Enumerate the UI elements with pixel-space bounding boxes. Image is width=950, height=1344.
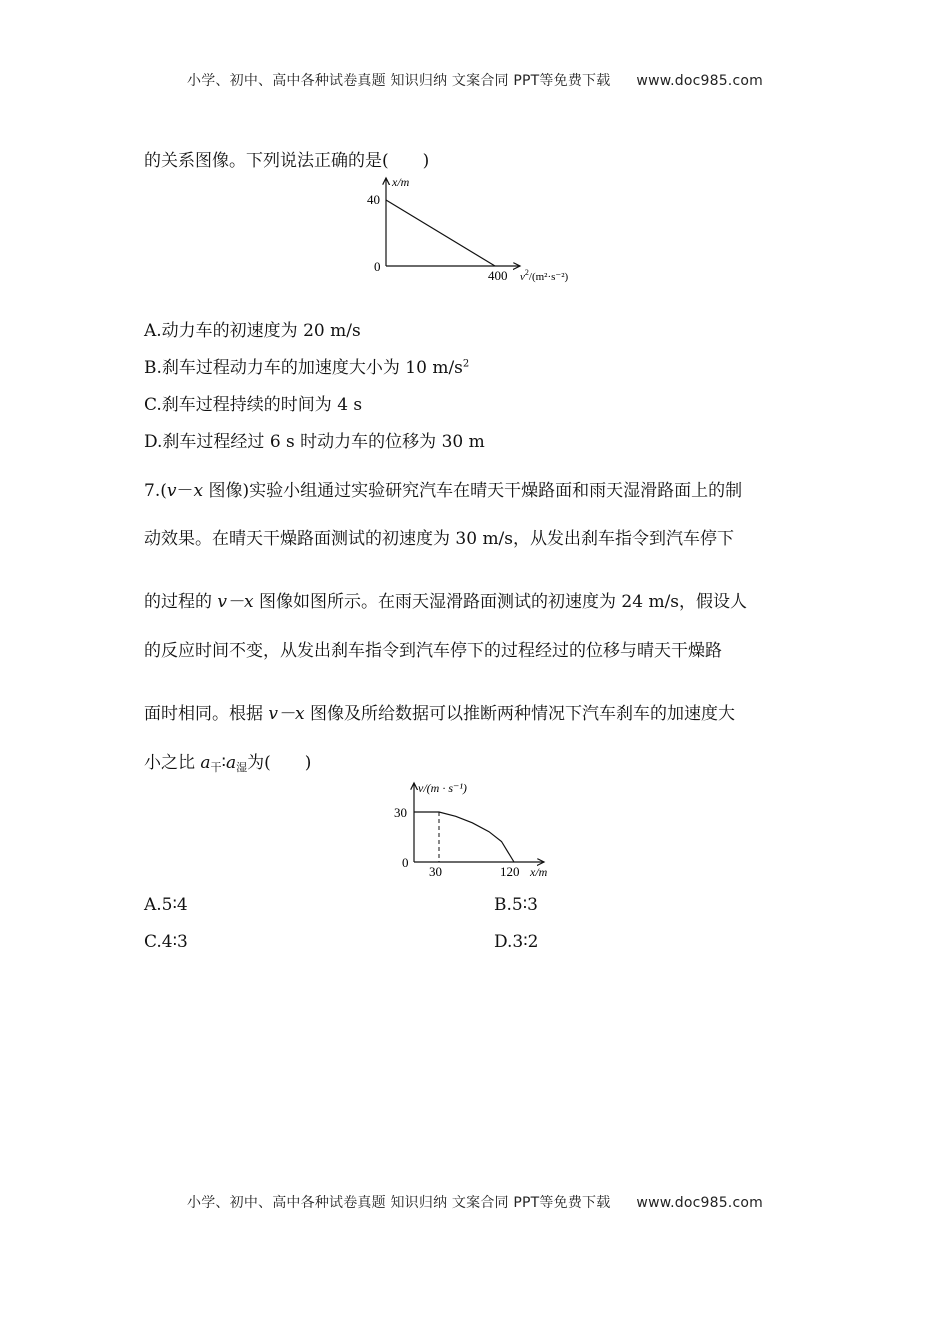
chart2-x-axis-label: x/m [530, 865, 548, 879]
footer-text: 小学、初中、高中各种试卷真题 知识归纳 文案合同 PPT等免费下载 [187, 1195, 611, 1211]
q6-x-v2-chart [360, 172, 600, 290]
chart1-y-tick-40: 40 [367, 192, 380, 207]
footer-site-link[interactable]: www.doc985.com [636, 1195, 763, 1211]
q7-line-5-var: v－x [268, 704, 305, 724]
q7-line-3-post: 图像如图所示。在雨天湿滑路面测试的初速度为 24 m/s，假设人 [253, 592, 748, 612]
q6-option-d[interactable]: D.刹车过程经过 6 s 时动力车的位移为 30 m [144, 432, 485, 452]
q6-option-a[interactable]: A.动力车的初速度为 20 m/s [144, 321, 361, 341]
header-text: 小学、初中、高中各种试卷真题 知识归纳 文案合同 PPT等免费下载 [187, 73, 611, 89]
q7-line-6-post: 为( ) [247, 753, 312, 773]
q7-v-x-chart [388, 778, 568, 882]
q7-line-3-var: v－x [217, 592, 254, 612]
chart1-x-axis-var: v [520, 271, 525, 283]
q6-option-b[interactable] [144, 353, 469, 378]
q6-option-b-text: B.刹车过程动力车的加速度大小为 10 m/s [144, 358, 463, 378]
q7-line-3-pre: 的过程的 [144, 592, 218, 612]
q7-line-6 [144, 748, 311, 773]
q7-tag-var2: x [193, 481, 204, 501]
q7-sub-wet: 湿 [236, 761, 248, 774]
q7-number: 7.( [144, 481, 167, 501]
chart2-y-tick-30: 30 [394, 805, 407, 820]
q7-sub-dry: 干 [210, 761, 222, 774]
q7-option-a[interactable]: A.5∶4 [144, 895, 188, 915]
chart2-origin-label: 0 [402, 855, 409, 870]
q6-option-b-sup: 2 [462, 358, 470, 370]
q6-option-c[interactable]: C.刹车过程持续的时间为 4 s [144, 395, 363, 415]
q7-option-b[interactable]: B.5∶3 [494, 895, 538, 915]
chart2-y-axis-label: v/(m · s⁻¹) [418, 781, 467, 795]
q7-line-5-pre: 面时相同。根据 [144, 704, 269, 724]
chart1-x-tick-400: 400 [488, 268, 508, 283]
q7-tag-var1: v [166, 481, 177, 501]
q7-option-c[interactable]: C.4∶3 [144, 932, 188, 952]
q7-a-dry: a [200, 753, 211, 773]
chart2-x-tick-30: 30 [429, 864, 442, 879]
chart1-x-axis-unit: /(m²·s⁻²) [528, 271, 569, 283]
q6-stem-tail: 的关系图像。下列说法正确的是( ) [144, 151, 430, 171]
page-footer [0, 1192, 950, 1212]
chart2-x-tick-120: 120 [500, 864, 520, 879]
q7-line-2: 动效果。在晴天干燥路面测试的初速度为 30 m/s，从发出刹车指令到汽车停下 [144, 529, 735, 549]
chart1-y-axis-label-text: x/m [392, 175, 410, 189]
q7-line-1 [144, 476, 742, 501]
q7-line-5-post: 图像及所给数据可以推断两种情况下汽车刹车的加速度大 [304, 704, 736, 724]
q7-line-1-text: 图像)实验小组通过实验研究汽车在晴天干燥路面和雨天湿滑路面上的制 [203, 481, 743, 501]
q7-tag-dash: － [176, 481, 194, 501]
q7-line-3 [144, 587, 747, 612]
chart1-origin-label: 0 [374, 259, 381, 274]
chart1-y-axis-label [391, 175, 410, 189]
header-site-link[interactable]: www.doc985.com [636, 73, 763, 89]
q7-line-4: 的反应时间不变，从发出刹车指令到汽车停下的过程经过的位移与晴天干燥路 [144, 641, 722, 661]
q7-line-6-pre: 小之比 [144, 753, 201, 773]
chart1-x-axis-label [520, 268, 569, 283]
chart2-series-line [414, 812, 514, 862]
chart1-x-axis-sup: 2 [524, 268, 529, 277]
q7-line-5 [144, 699, 735, 724]
q7-a-wet: a [225, 753, 237, 773]
q7-option-d[interactable]: D.3∶2 [494, 932, 539, 952]
chart1-series-line [386, 200, 495, 266]
q7-ratio-colon: ∶ [221, 753, 226, 773]
page-header [0, 70, 950, 90]
